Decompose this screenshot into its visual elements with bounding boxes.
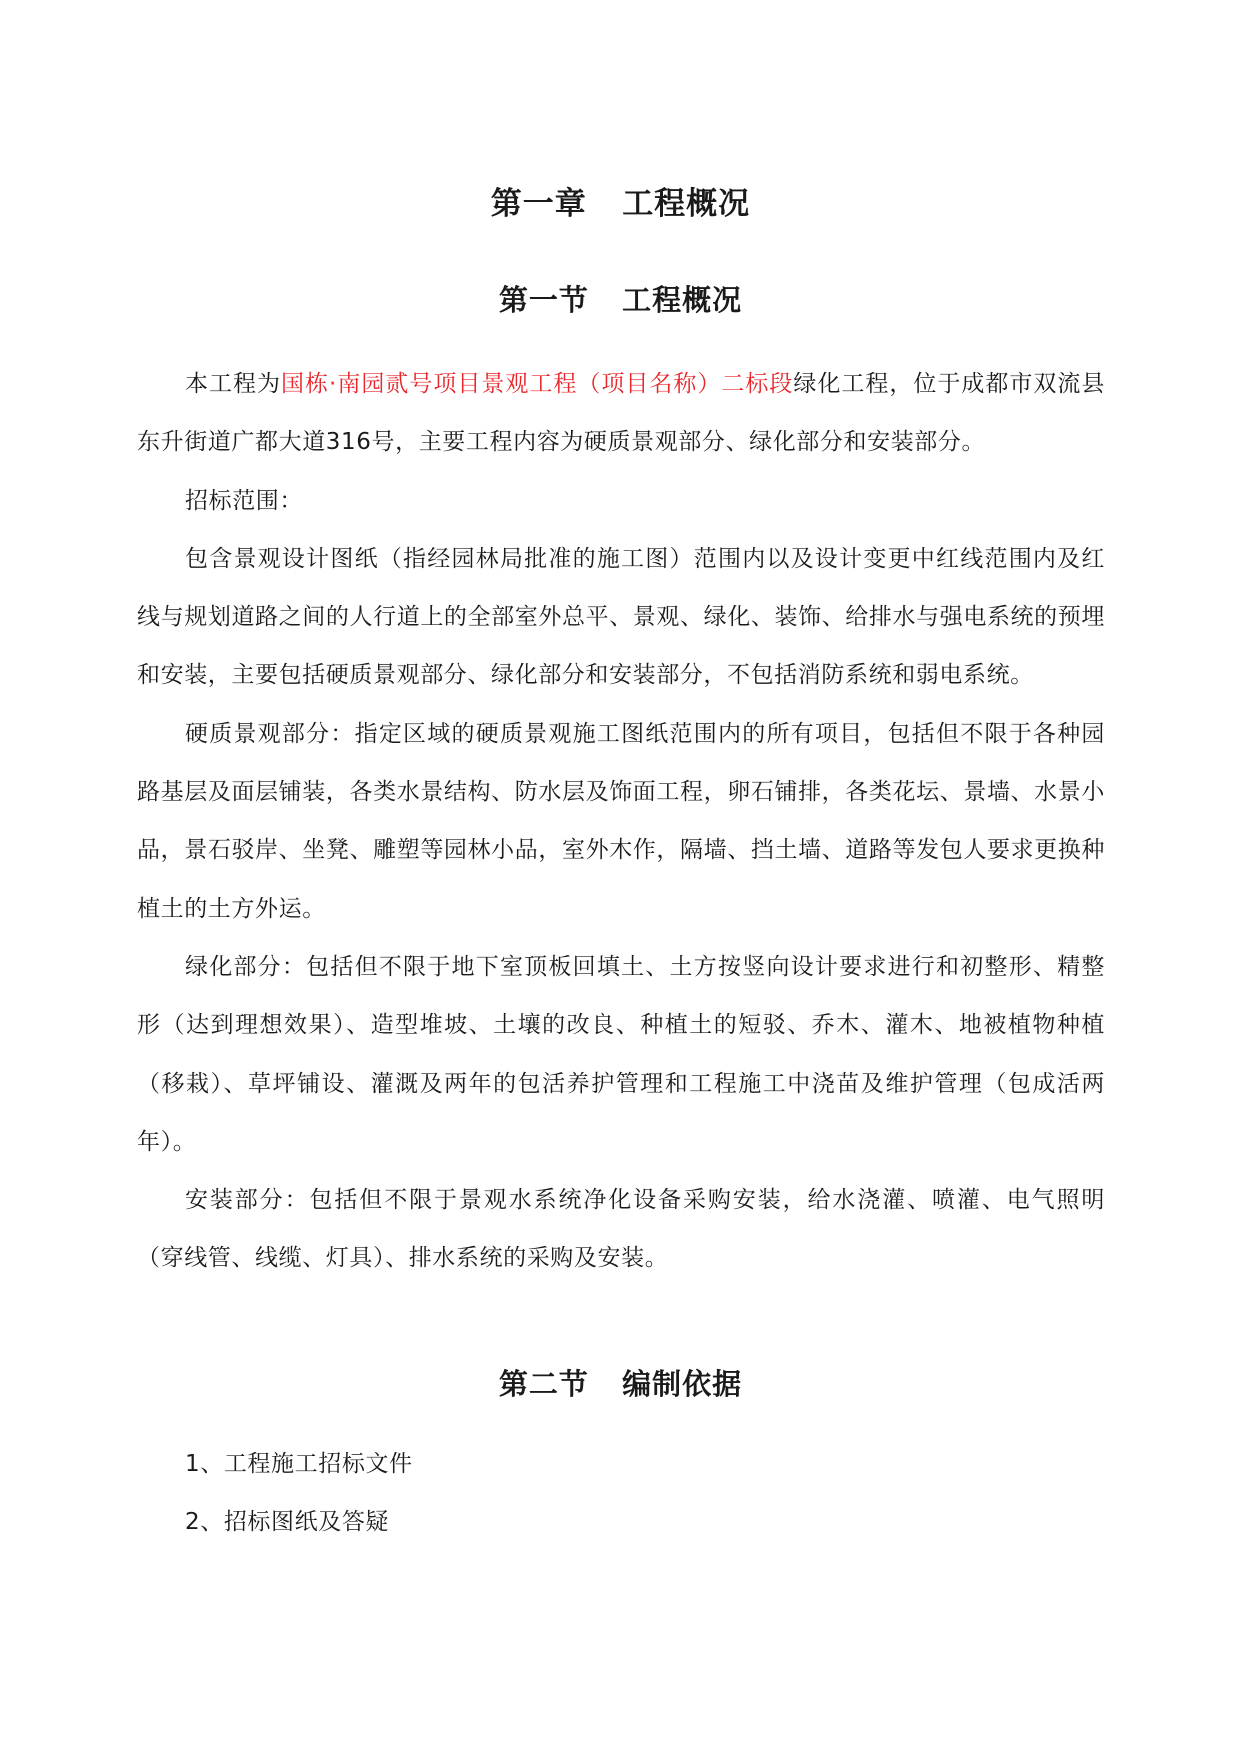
section2-label: 第二节 bbox=[498, 1367, 589, 1401]
intro-paragraph bbox=[137, 355, 1105, 472]
hardscape-paragraph: 硬质景观部分：指定区域的硬质景观施工图纸范围内的所有项目，包括但不限于各种园路基层及面层铺装，各类水景结构、防水层及饰面工程，卵石铺排，各类花坛、景墙、水景小品，景石驳岸、坐凳、雕塑等园林小品，室外木作，隔墙、挡土墙、道路等发包人要求更换种植土的土方外运。 bbox=[137, 720, 1105, 922]
section-heading-2 bbox=[0, 1364, 1241, 1404]
section2-title-text: 编制依据 bbox=[622, 1367, 743, 1401]
intro-prefix: 本工程为 bbox=[185, 371, 282, 397]
installation-paragraph: 安装部分：包括但不限于景观水系统净化设备采购安装，给水浇灌、喷灌、电气照明（穿线管、线缆、灯具）、排水系统的采购及安装。 bbox=[137, 1187, 1105, 1272]
scope-detail-paragraph: 包含景观设计图纸（指经园林局批准的施工图）范围内以及设计变更中红线范围内及红线与规划道路之间的人行道上的全部室外总平、景观、绿化、装饰、给排水与强电系统的预埋和安装，主要包括硬质景观部分、绿化部分和安装部分，不包括消防系统和弱电系统。 bbox=[137, 545, 1105, 689]
section1-label: 第一节 bbox=[498, 283, 589, 317]
basis-item-2: 2、招标图纸及答疑 bbox=[185, 1509, 390, 1536]
project-name-highlight: 国栋·南园贰号项目景观工程（项目名称）二标段 bbox=[281, 371, 794, 397]
scope-heading-paragraph: 招标范围： bbox=[185, 487, 303, 514]
basis-item-1: 1、工程施工招标文件 bbox=[185, 1451, 413, 1477]
intro-suffix: 绿化工程，位于成都市双流县东升街道广都大道316号，主要工程内容为硬质景观部分、绿化部分和安装部分。 bbox=[137, 371, 1105, 456]
section1-body bbox=[137, 355, 1105, 1288]
section2-body bbox=[137, 1435, 1105, 1552]
section1-title-text: 工程概况 bbox=[622, 283, 743, 317]
greening-paragraph: 绿化部分：包括但不限于地下室顶板回填土、土方按竖向设计要求进行和初整形、精整形（达到理想效果）、造型堆坡、土壤的改良、种植土的短驳、乔木、灌木、地被植物种植（移栽）、草坪铺设、灌溉及两年的包活养护管理和工程施工中浇苗及维护管理（包成活两年）。 bbox=[137, 953, 1105, 1155]
chapter-title-text: 工程概况 bbox=[622, 186, 751, 222]
section-heading-1 bbox=[0, 280, 1241, 320]
chapter-heading bbox=[0, 184, 1241, 224]
chapter-label: 第一章 bbox=[490, 186, 587, 222]
